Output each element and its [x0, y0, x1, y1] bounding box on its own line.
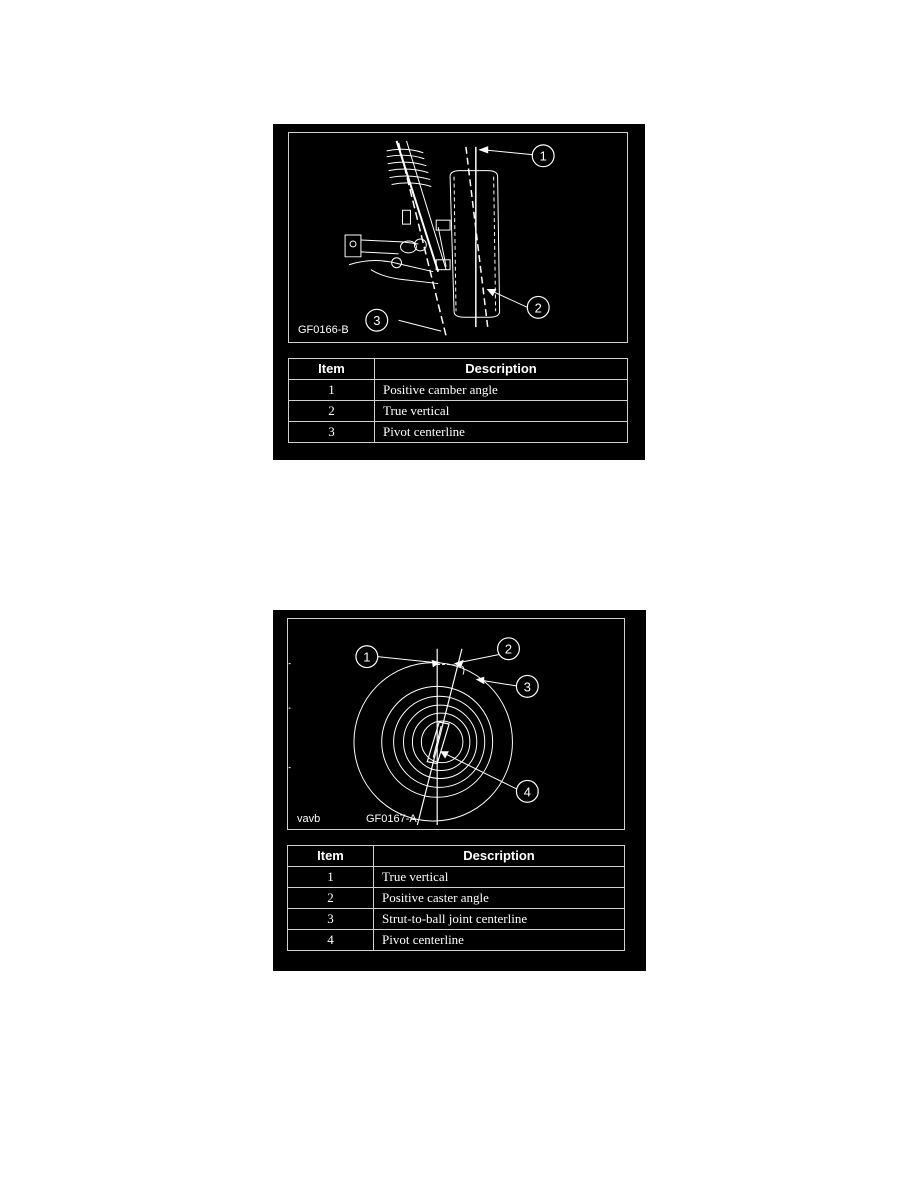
item-number: 3: [288, 909, 374, 930]
item-description: Positive camber angle: [375, 380, 628, 401]
camber-figure: [273, 124, 645, 460]
column-header-item: Item: [289, 359, 375, 380]
table-row: [288, 909, 625, 930]
camber-illustration: [288, 132, 628, 343]
table-row: [289, 380, 628, 401]
table-header-row: [288, 846, 625, 867]
svg-text:1: 1: [539, 148, 547, 164]
item-number: 1: [289, 380, 375, 401]
column-header-item: Item: [288, 846, 374, 867]
table-row: [288, 930, 625, 951]
svg-text:3: 3: [373, 313, 381, 329]
caster-legend-table: [287, 845, 625, 951]
callout-2: [498, 638, 520, 660]
callout-1: [356, 646, 378, 668]
item-description: Pivot centerline: [375, 422, 628, 443]
svg-text:3: 3: [523, 679, 531, 695]
table-header-row: [289, 359, 628, 380]
caster-illustration: [287, 618, 625, 830]
item-number: 1: [288, 867, 374, 888]
table-row: [288, 867, 625, 888]
callout-1: [532, 145, 554, 167]
table-row: [289, 422, 628, 443]
callout-3: [516, 675, 538, 697]
caster-diagram: [288, 619, 624, 829]
svg-text:2: 2: [534, 300, 542, 316]
item-description: Pivot centerline: [374, 930, 625, 951]
figure-code: GF0167-A: [366, 813, 417, 825]
caster-line: [417, 649, 462, 825]
item-number: 3: [289, 422, 375, 443]
item-description: Positive caster angle: [374, 888, 625, 909]
svg-text:4: 4: [523, 784, 531, 800]
svg-text:2: 2: [504, 641, 513, 657]
caster-figure: [273, 610, 646, 971]
callout-4: [516, 780, 538, 802]
figure-code-left: vavb: [297, 813, 321, 825]
item-description: True vertical: [374, 867, 625, 888]
pivot-centerline: [399, 143, 447, 336]
figure-code: GF0166-B: [298, 324, 349, 336]
item-number: 2: [289, 401, 375, 422]
table-row: [289, 401, 628, 422]
item-number: 2: [288, 888, 374, 909]
item-description: Strut-to-ball joint centerline: [374, 909, 625, 930]
camber-legend-table: [288, 358, 628, 443]
column-header-description: Description: [375, 359, 628, 380]
table-row: [288, 888, 625, 909]
item-description: True vertical: [375, 401, 628, 422]
callout-2: [527, 296, 549, 318]
camber-line: [466, 147, 488, 327]
item-number: 4: [288, 930, 374, 951]
column-header-description: Description: [374, 846, 625, 867]
callout-3: [366, 309, 388, 331]
camber-diagram: [289, 133, 627, 342]
svg-text:1: 1: [363, 649, 371, 665]
